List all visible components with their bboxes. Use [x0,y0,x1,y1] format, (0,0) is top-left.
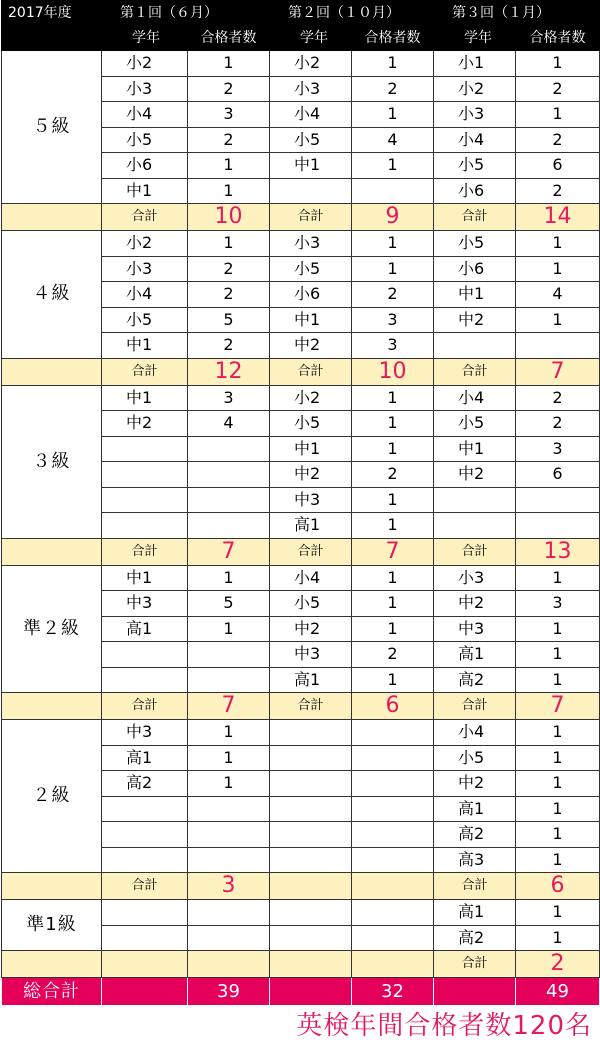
grade-cell: 中2 [434,591,516,617]
count-cell: 1 [188,720,270,746]
grade-cell [102,513,188,539]
grade-cell: 中1 [102,178,188,204]
count-cell: 1 [352,487,434,513]
grade-cell [270,745,352,771]
grade-cell [270,822,352,848]
col-grade-header: 学年 [270,26,352,51]
grade-cell [102,667,188,693]
grade-cell: 小2 [270,51,352,77]
count-cell [188,436,270,462]
grade-cell: 中3 [434,616,516,642]
count-cell: 1 [352,436,434,462]
grade-cell [270,771,352,797]
grade-cell: 小5 [270,411,352,437]
count-cell: 1 [516,256,600,282]
count-cell: 1 [352,231,434,257]
count-cell: 1 [188,565,270,591]
grade-cell: 中1 [270,307,352,333]
count-cell: 1 [516,231,600,257]
count-cell [352,900,434,926]
annual-total-caption: 英検年間合格者数120名 [296,1011,592,1041]
grade-cell: 小3 [434,565,516,591]
count-cell: 1 [188,745,270,771]
subtotal-label: 合計 [102,204,188,231]
grade-cell [102,900,188,926]
grade-cell: 小5 [270,127,352,153]
round-3-header: 第３回（１月） [434,1,600,26]
header-row-rounds [2,1,600,26]
grade-cell: 小5 [434,745,516,771]
grade-cell: 中2 [434,307,516,333]
count-cell: 2 [352,76,434,102]
grade-cell: 小5 [434,231,516,257]
grade-cell: 中2 [434,462,516,488]
grade-cell: 小2 [102,51,188,77]
subtotal-value: 14 [516,204,600,231]
count-cell: 1 [188,51,270,77]
subtotal-label: 合計 [434,204,516,231]
count-cell [352,847,434,873]
count-cell [188,487,270,513]
count-cell: 1 [516,720,600,746]
grade-cell: 小5 [102,307,188,333]
subtotal-label [270,951,352,978]
grade-cell: 小3 [102,256,188,282]
grade-cell: 高2 [102,771,188,797]
subtotal-label: 合計 [270,693,352,720]
count-cell: 1 [352,256,434,282]
count-cell: 1 [352,667,434,693]
subtotal-label: 合計 [434,538,516,565]
grade-cell: 中1 [434,282,516,308]
round-1-header: 第１回（６月） [102,1,270,26]
count-cell: 6 [516,153,600,179]
grade-cell: 高1 [434,796,516,822]
count-cell: 2 [188,76,270,102]
count-cell: 2 [516,127,600,153]
count-cell: 3 [188,385,270,411]
count-cell: 1 [516,771,600,797]
count-cell [188,513,270,539]
count-cell: 4 [188,411,270,437]
grade-cell: 小5 [270,256,352,282]
count-cell: 1 [188,153,270,179]
subtotal-value [188,951,270,978]
subtotal-label: 合計 [270,358,352,385]
count-cell: 3 [188,102,270,128]
grade-cell: 小2 [434,76,516,102]
subtotal-value [352,873,434,900]
grade-cell: 中1 [270,153,352,179]
grade-cell [270,925,352,951]
subtotal-value: 12 [188,358,270,385]
grand-total-blank [434,978,516,1006]
subtotal-value: 9 [352,204,434,231]
grand-total-value: 49 [516,978,600,1006]
count-cell: 3 [352,333,434,359]
grade-cell: 中3 [102,591,188,617]
table-row [2,385,600,411]
count-cell: 3 [516,591,600,617]
subtotal-label: 合計 [434,693,516,720]
grade-cell: 小3 [270,76,352,102]
subtotal-blank [2,358,102,385]
table-body [2,1,600,1006]
count-cell: 1 [188,178,270,204]
subtotal-label: 合計 [102,873,188,900]
grade-cell [102,925,188,951]
count-cell: 2 [188,333,270,359]
grade-cell: 小6 [434,256,516,282]
grade-cell [270,796,352,822]
count-cell: 1 [352,102,434,128]
grand-total-row [2,978,600,1006]
grade-cell: 小2 [270,385,352,411]
count-cell: 1 [188,616,270,642]
level-label: 準1級 [2,900,102,951]
col-grade-header: 学年 [102,26,188,51]
subtotal-label: 合計 [102,538,188,565]
count-cell: 1 [352,153,434,179]
count-cell: 1 [516,102,600,128]
grade-cell: 小2 [102,231,188,257]
count-cell: 2 [352,282,434,308]
subtotal-label [270,873,352,900]
subtotal-row [2,204,600,231]
grade-cell: 高1 [434,642,516,668]
grade-cell: 中2 [270,333,352,359]
count-cell [352,925,434,951]
subtotal-value: 13 [516,538,600,565]
count-cell: 1 [352,513,434,539]
grade-cell: 高2 [434,822,516,848]
count-cell: 2 [516,411,600,437]
level-label: 準２級 [2,565,102,693]
grade-cell: 中2 [270,462,352,488]
grade-cell: 小4 [102,102,188,128]
table-row [2,565,600,591]
count-cell: 1 [352,385,434,411]
count-cell: 1 [516,642,600,668]
level-label: ２級 [2,720,102,873]
subtotal-row [2,873,600,900]
subtotal-value: 7 [516,358,600,385]
grade-cell: 中2 [434,771,516,797]
count-cell: 1 [516,565,600,591]
level-label: ３級 [2,385,102,538]
count-cell: 2 [516,76,600,102]
col-count-header: 合格者数 [516,26,600,51]
count-cell: 1 [352,411,434,437]
grade-cell: 中1 [270,436,352,462]
count-cell [188,925,270,951]
col-count-header: 合格者数 [352,26,434,51]
grade-cell: 小5 [270,591,352,617]
count-cell: 1 [516,667,600,693]
count-cell: 5 [188,591,270,617]
count-cell [352,720,434,746]
table-row [2,900,600,926]
grand-total-blank [270,978,352,1006]
grade-cell [270,900,352,926]
subtotal-row [2,951,600,978]
col-count-header: 合格者数 [188,26,270,51]
grade-cell: 高2 [434,925,516,951]
grade-cell: 小5 [434,153,516,179]
subtotal-label: 合計 [270,538,352,565]
grade-cell [102,487,188,513]
count-cell: 2 [352,642,434,668]
subtotal-value: 10 [352,358,434,385]
count-cell: 2 [516,178,600,204]
grade-cell: 小4 [434,720,516,746]
count-cell: 2 [188,282,270,308]
count-cell [516,513,600,539]
subtotal-label: 合計 [434,951,516,978]
count-cell: 4 [516,282,600,308]
count-cell: 1 [516,925,600,951]
grade-cell: 高3 [434,847,516,873]
grade-cell [270,847,352,873]
subtotal-value: 7 [188,693,270,720]
grade-cell [270,720,352,746]
count-cell: 1 [516,847,600,873]
grade-cell [102,796,188,822]
count-cell: 1 [516,51,600,77]
count-cell: 2 [188,256,270,282]
grade-cell: 中3 [270,642,352,668]
grade-cell: 高1 [270,513,352,539]
header-blank [2,26,102,51]
count-cell: 2 [516,385,600,411]
subtotal-label: 合計 [434,358,516,385]
count-cell [516,333,600,359]
count-cell: 2 [188,127,270,153]
grade-cell: 中1 [434,436,516,462]
count-cell: 6 [516,462,600,488]
count-cell: 1 [516,796,600,822]
count-cell [188,847,270,873]
count-cell: 5 [188,307,270,333]
grade-cell [270,178,352,204]
grade-cell: 中2 [102,411,188,437]
grade-cell: 小3 [102,76,188,102]
count-cell: 1 [352,565,434,591]
table-row [2,51,600,77]
col-grade-header: 学年 [434,26,516,51]
grade-cell [102,822,188,848]
count-cell: 1 [352,591,434,617]
count-cell [352,178,434,204]
grade-cell [434,333,516,359]
grade-cell [102,436,188,462]
grade-cell [102,847,188,873]
grand-total-blank [102,978,188,1006]
grade-cell: 小4 [434,127,516,153]
table-row [2,231,600,257]
count-cell: 1 [188,771,270,797]
grade-cell: 小4 [434,385,516,411]
table-row [2,720,600,746]
grade-cell: 小6 [434,178,516,204]
count-cell: 1 [188,231,270,257]
pass-results-table [1,0,600,1006]
count-cell: 1 [516,616,600,642]
level-label: ４級 [2,231,102,359]
count-cell: 1 [516,900,600,926]
grade-cell: 中1 [102,385,188,411]
subtotal-value [352,951,434,978]
count-cell [188,900,270,926]
count-cell [352,796,434,822]
subtotal-blank [2,538,102,565]
header-row-columns [2,26,600,51]
subtotal-label: 合計 [102,693,188,720]
subtotal-label: 合計 [102,358,188,385]
count-cell: 4 [352,127,434,153]
grade-cell: 高1 [434,900,516,926]
grade-cell: 小4 [270,102,352,128]
count-cell: 1 [516,745,600,771]
grade-cell: 小6 [270,282,352,308]
grand-total-value: 32 [352,978,434,1006]
count-cell: 3 [516,436,600,462]
count-cell: 1 [352,51,434,77]
grade-cell: 中3 [270,487,352,513]
subtotal-value: 6 [516,873,600,900]
year-label: 2017年度 [2,1,102,26]
subtotal-label: 合計 [434,873,516,900]
subtotal-blank [2,951,102,978]
grade-cell: 小6 [102,153,188,179]
grade-cell: 小3 [434,102,516,128]
count-cell [188,667,270,693]
count-cell [352,745,434,771]
subtotal-value: 10 [188,204,270,231]
grade-cell: 小3 [270,231,352,257]
count-cell [188,462,270,488]
subtotal-value: 2 [516,951,600,978]
count-cell: 1 [352,616,434,642]
round-2-header: 第２回（１０月） [270,1,434,26]
grand-total-value: 39 [188,978,270,1006]
count-cell [352,822,434,848]
grade-cell [434,513,516,539]
subtotal-blank [2,204,102,231]
grade-cell [102,642,188,668]
subtotal-row [2,358,600,385]
grade-cell: 中3 [102,720,188,746]
grade-cell: 中1 [102,565,188,591]
grand-total-label: 総合計 [2,978,102,1006]
subtotal-row [2,693,600,720]
subtotal-value: 7 [352,538,434,565]
subtotal-blank [2,693,102,720]
level-label: ５級 [2,51,102,204]
grade-cell: 小5 [102,127,188,153]
count-cell [188,822,270,848]
grade-cell: 中1 [102,333,188,359]
subtotal-value: 3 [188,873,270,900]
count-cell: 1 [516,307,600,333]
subtotal-blank [2,873,102,900]
count-cell [352,771,434,797]
subtotal-value: 6 [352,693,434,720]
grade-cell: 小1 [434,51,516,77]
subtotal-value: 7 [188,538,270,565]
count-cell [516,487,600,513]
grade-cell: 小4 [270,565,352,591]
grade-cell: 中2 [270,616,352,642]
grade-cell [102,462,188,488]
count-cell: 1 [516,822,600,848]
count-cell: 2 [352,462,434,488]
grade-cell: 高1 [102,745,188,771]
subtotal-row [2,538,600,565]
grade-cell: 高2 [434,667,516,693]
grade-cell: 高1 [102,616,188,642]
count-cell: 3 [352,307,434,333]
count-cell [188,642,270,668]
count-cell [188,796,270,822]
grade-cell: 高1 [270,667,352,693]
subtotal-value: 7 [516,693,600,720]
grade-cell [434,487,516,513]
subtotal-label [102,951,188,978]
subtotal-label: 合計 [270,204,352,231]
grade-cell: 小5 [434,411,516,437]
grade-cell: 小4 [102,282,188,308]
